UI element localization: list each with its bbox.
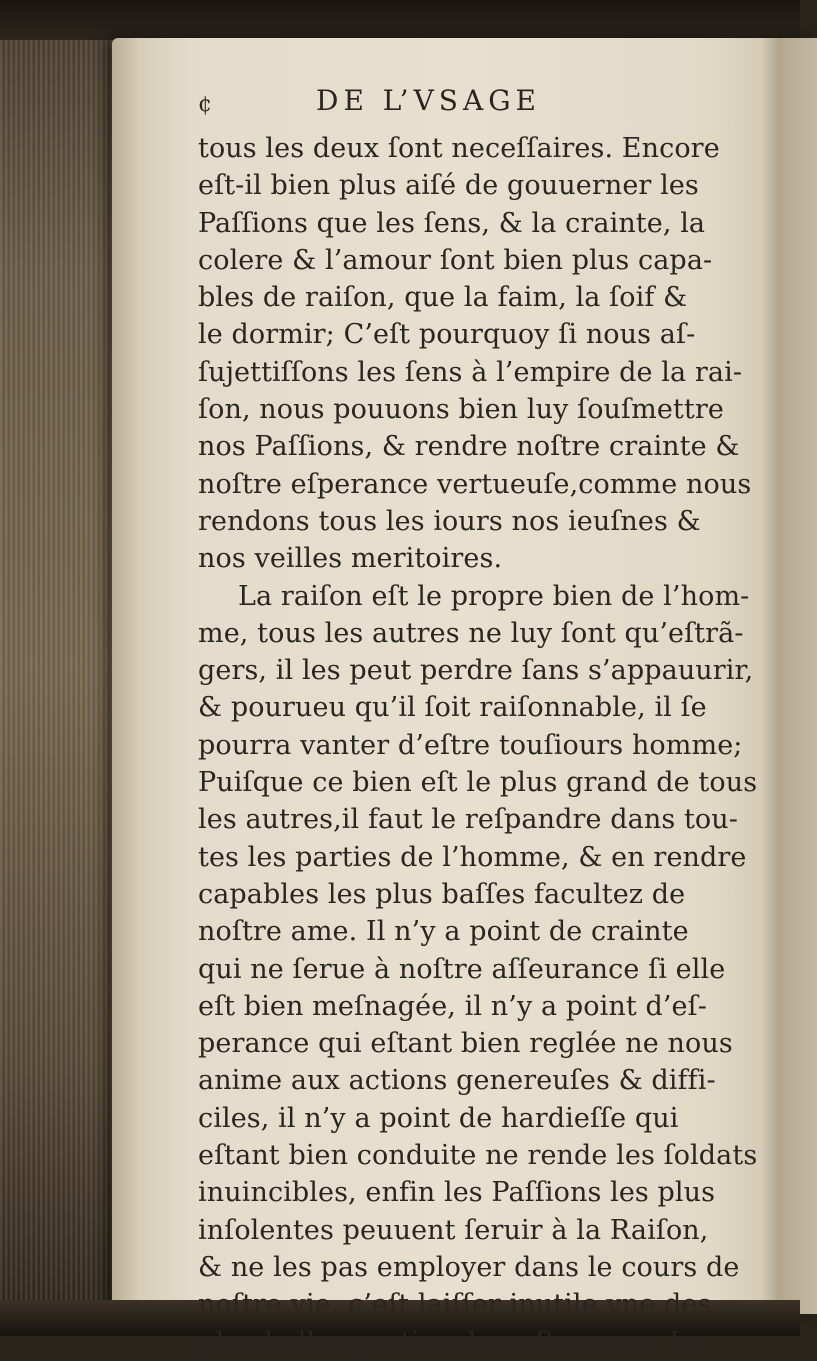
text-line: colere & l’amour ſont bien plus capa- [198,244,713,276]
text-line: inſolentes peuuent ſeruir à la Raiſon, [198,1214,709,1246]
text-line: noſtre vie, c’eſt laiſſer inutile vne des [198,1289,712,1321]
text-line: anime aux actions genereuſes & diffi- [198,1065,716,1097]
text-line: noſtre ame. Il n’y a point de crainte [198,916,689,948]
text-line: ſujettiſſons les ſens à l’empire de la rai- [198,356,743,388]
book-edge-left [0,0,125,1336]
background-top [0,0,800,40]
text-line: perance qui eſtant bien reglée ne nous [198,1028,733,1060]
text-line: le dormir; C’eſt pourquoy ſi nous aſ- [198,319,696,351]
running-title: DE L’VSAGE [316,84,541,117]
page-gutter-shadow [762,38,817,1314]
text-line: Paſſions que les ſens, & la crainte, la [198,207,706,239]
text-line: ſon, nous pouuons bien luy ſouſmettre [198,394,724,426]
text-line: bles de raiſon, que la faim, la ſoif & [198,282,688,314]
text-line: qui ne ſerue à noſtre aſſeurance ſi elle [198,953,726,985]
text-line: ciles, il n’y a point de hardieſſe qui [198,1102,679,1134]
paragraph-start-line: La raiſon eſt le propre bien de l’hom- [238,580,750,612]
text-line: noſtre eſperance vertueuſe,comme nous [198,468,752,500]
text-line: capables les plus baſſes facultez de [198,878,686,910]
text-line: plus belles parties de noſtre ame. La [198,1326,704,1358]
header-ornament: ¢ [198,92,212,117]
text-line: gers, il les peut perdre ſans s’appauurir, [198,655,754,687]
text-line: pourra vanter d’eſtre touſiours homme; [198,729,743,761]
text-line: inuincibles, enfin les Paſſions les plus [198,1177,716,1209]
text-line: & ne les pas employer dans le cours de [198,1251,740,1283]
text-line: nos veilles meritoires. [198,543,503,575]
text-line: eſt-il bien plus aiſé de gouuerner les [198,170,699,202]
running-header [198,84,758,130]
text-line: me, tous les autres ne luy ſont qu’eſtrã- [198,617,744,649]
text-line: & pourueu qu’il ſoit raiſonnable, il ſe [198,692,707,724]
text-line: Puiſque ce bien eſt le plus grand de tous [198,767,758,799]
text-line: tes les parties de l’homme, & en rendre [198,841,747,873]
text-line: eſt bien meſnagée, il n’y a point d’eſ- [198,990,707,1022]
text-line: rendons tous les iours nos ieuſnes & [198,505,701,537]
text-line: nos Paſſions, & rendre noſtre crainte & [198,431,740,463]
text-line: tous les deux ſont neceſſaires. Encore [198,133,720,164]
text-line: les autres,il faut le reſpandre dans tou- [198,804,738,836]
page-text-block [198,84,758,1361]
text-line: eſtant bien conduite ne rende les ſoldats [198,1140,758,1172]
